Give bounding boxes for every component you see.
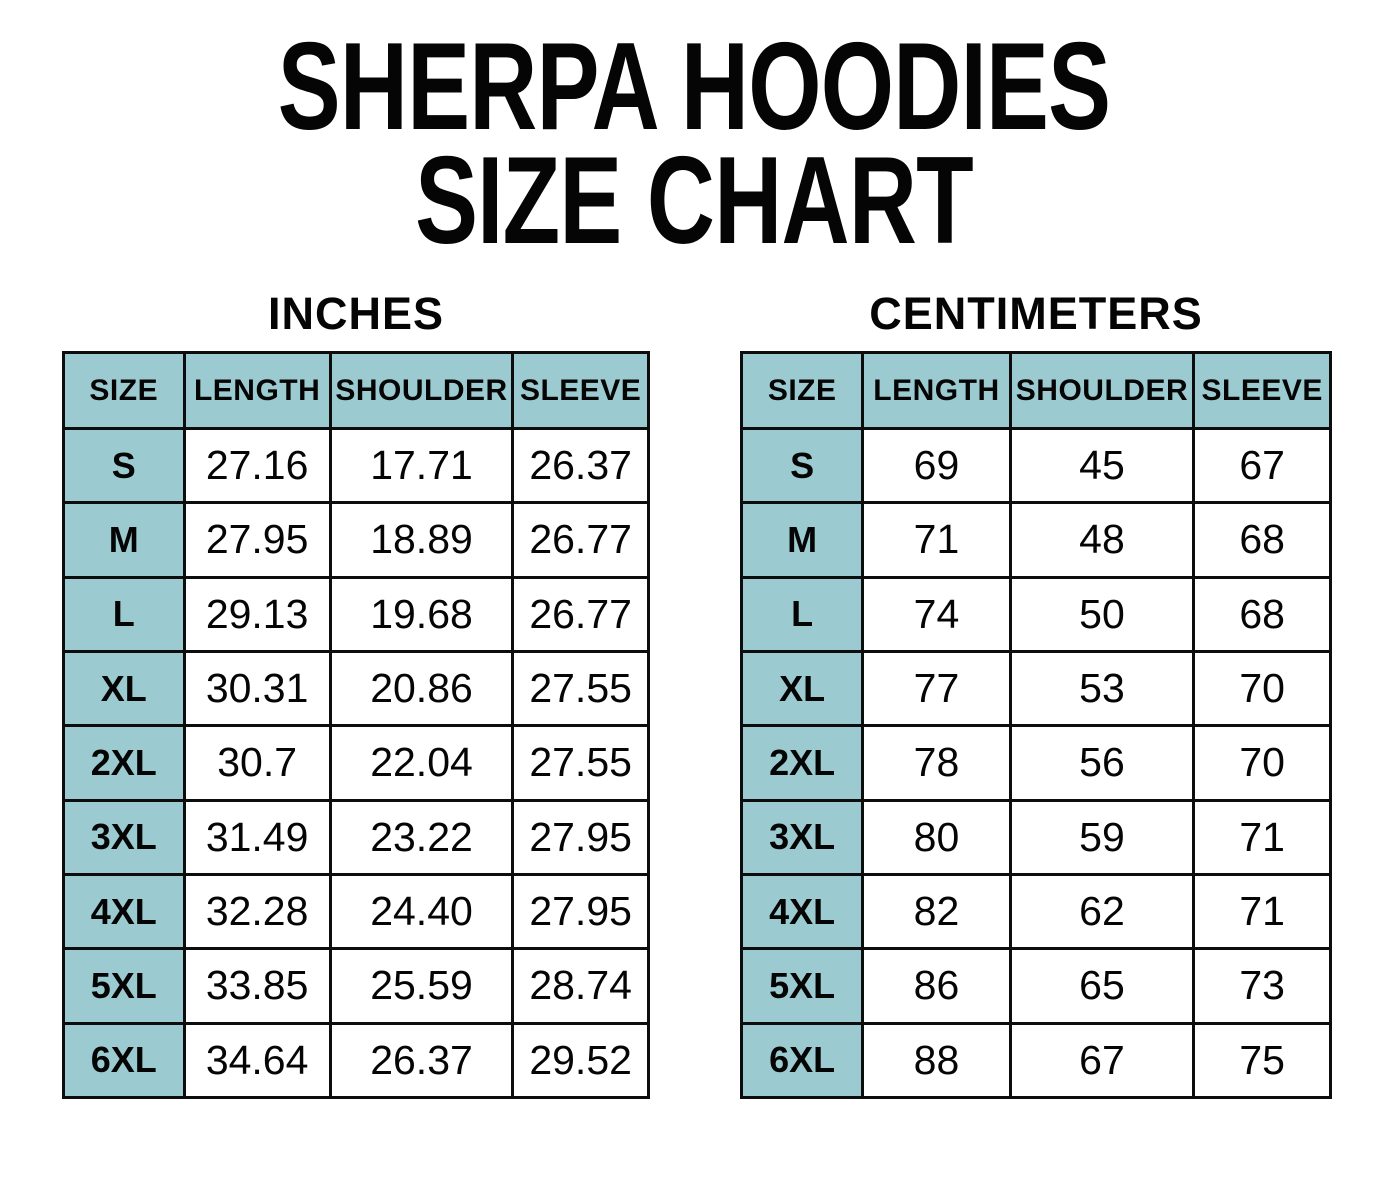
measurement-value: 71 [1194, 874, 1331, 948]
measurement-value: 88 [863, 1023, 1010, 1097]
measurement-value: 31.49 [184, 800, 330, 874]
measurement-value: 30.31 [184, 651, 330, 725]
measurement-value: 75 [1194, 1023, 1331, 1097]
table-row [64, 429, 649, 503]
measurement-value: 82 [863, 874, 1010, 948]
column-header: LENGTH [184, 353, 330, 429]
table-row [64, 726, 649, 800]
size-label: 4XL [742, 874, 863, 948]
page-title-line-1: SHERPA HOODIES [277, 18, 1111, 156]
measurement-value: 23.22 [330, 800, 513, 874]
header-row [64, 353, 649, 429]
measurement-value: 69 [863, 429, 1010, 503]
measurement-value: 22.04 [330, 726, 513, 800]
column-header: SIZE [64, 353, 185, 429]
centimeters-table-head [742, 353, 1331, 429]
size-label: L [64, 577, 185, 651]
measurement-value: 86 [863, 949, 1010, 1023]
column-header: SHOULDER [1010, 353, 1194, 429]
measurement-value: 78 [863, 726, 1010, 800]
column-header: SHOULDER [330, 353, 513, 429]
size-label: 2XL [64, 726, 185, 800]
measurement-value: 53 [1010, 651, 1194, 725]
table-row [742, 503, 1331, 577]
column-header: SLEEVE [1194, 353, 1331, 429]
measurement-value: 67 [1194, 429, 1331, 503]
measurement-value: 27.95 [513, 874, 649, 948]
size-label: XL [742, 651, 863, 725]
table-row [742, 800, 1331, 874]
centimeters-panel [740, 290, 1332, 1099]
size-label: S [64, 429, 185, 503]
page-title [0, 18, 1388, 270]
measurement-value: 26.37 [330, 1023, 513, 1097]
measurement-value: 33.85 [184, 949, 330, 1023]
size-label: M [64, 503, 185, 577]
table-row [742, 874, 1331, 948]
column-header: SIZE [742, 353, 863, 429]
measurement-value: 67 [1010, 1023, 1194, 1097]
size-label: 2XL [742, 726, 863, 800]
measurement-value: 32.28 [184, 874, 330, 948]
table-row [64, 800, 649, 874]
size-label: 5XL [742, 949, 863, 1023]
centimeters-size-table [740, 351, 1332, 1099]
measurement-value: 34.64 [184, 1023, 330, 1097]
measurement-value: 17.71 [330, 429, 513, 503]
measurement-value: 74 [863, 577, 1010, 651]
size-label: 5XL [64, 949, 185, 1023]
size-label: S [742, 429, 863, 503]
measurement-value: 50 [1010, 577, 1194, 651]
measurement-value: 65 [1010, 949, 1194, 1023]
table-row [64, 577, 649, 651]
measurement-value: 70 [1194, 726, 1331, 800]
measurement-value: 80 [863, 800, 1010, 874]
measurement-value: 48 [1010, 503, 1194, 577]
measurement-value: 24.40 [330, 874, 513, 948]
table-row [64, 949, 649, 1023]
centimeters-heading: CENTIMETERS [869, 288, 1203, 339]
measurement-value: 26.77 [513, 503, 649, 577]
measurement-value: 25.59 [330, 949, 513, 1023]
inches-table-head [64, 353, 649, 429]
table-row [64, 651, 649, 725]
size-label: M [742, 503, 863, 577]
table-row [742, 726, 1331, 800]
measurement-value: 26.37 [513, 429, 649, 503]
measurement-value: 62 [1010, 874, 1194, 948]
table-row [742, 429, 1331, 503]
measurement-value: 45 [1010, 429, 1194, 503]
measurement-value: 56 [1010, 726, 1194, 800]
measurement-value: 28.74 [513, 949, 649, 1023]
inches-size-table [62, 351, 650, 1099]
table-row [742, 949, 1331, 1023]
measurement-value: 20.86 [330, 651, 513, 725]
measurement-value: 59 [1010, 800, 1194, 874]
size-label: 4XL [64, 874, 185, 948]
column-header: SLEEVE [513, 353, 649, 429]
size-label: 3XL [64, 800, 185, 874]
table-row [64, 503, 649, 577]
page-title-line-2: SIZE CHART [415, 132, 973, 270]
size-label: 6XL [742, 1023, 863, 1097]
measurement-value: 27.16 [184, 429, 330, 503]
inches-panel [62, 290, 650, 1099]
measurement-value: 19.68 [330, 577, 513, 651]
size-label: 3XL [742, 800, 863, 874]
header-row [742, 353, 1331, 429]
measurement-value: 70 [1194, 651, 1331, 725]
measurement-value: 29.52 [513, 1023, 649, 1097]
measurement-value: 27.95 [513, 800, 649, 874]
centimeters-table-body [742, 429, 1331, 1098]
measurement-value: 29.13 [184, 577, 330, 651]
table-row [742, 1023, 1331, 1097]
size-label: XL [64, 651, 185, 725]
size-label: 6XL [64, 1023, 185, 1097]
measurement-value: 77 [863, 651, 1010, 725]
column-header: LENGTH [863, 353, 1010, 429]
inches-heading: INCHES [267, 288, 445, 339]
measurement-value: 68 [1194, 577, 1331, 651]
table-row [742, 651, 1331, 725]
measurement-value: 26.77 [513, 577, 649, 651]
measurement-value: 27.95 [184, 503, 330, 577]
table-row [64, 874, 649, 948]
measurement-value: 68 [1194, 503, 1331, 577]
measurement-value: 71 [863, 503, 1010, 577]
measurement-value: 27.55 [513, 651, 649, 725]
measurement-value: 73 [1194, 949, 1331, 1023]
table-row [742, 577, 1331, 651]
size-label: L [742, 577, 863, 651]
table-row [64, 1023, 649, 1097]
measurement-value: 27.55 [513, 726, 649, 800]
measurement-value: 30.7 [184, 726, 330, 800]
inches-table-body [64, 429, 649, 1098]
measurement-value: 18.89 [330, 503, 513, 577]
measurement-value: 71 [1194, 800, 1331, 874]
